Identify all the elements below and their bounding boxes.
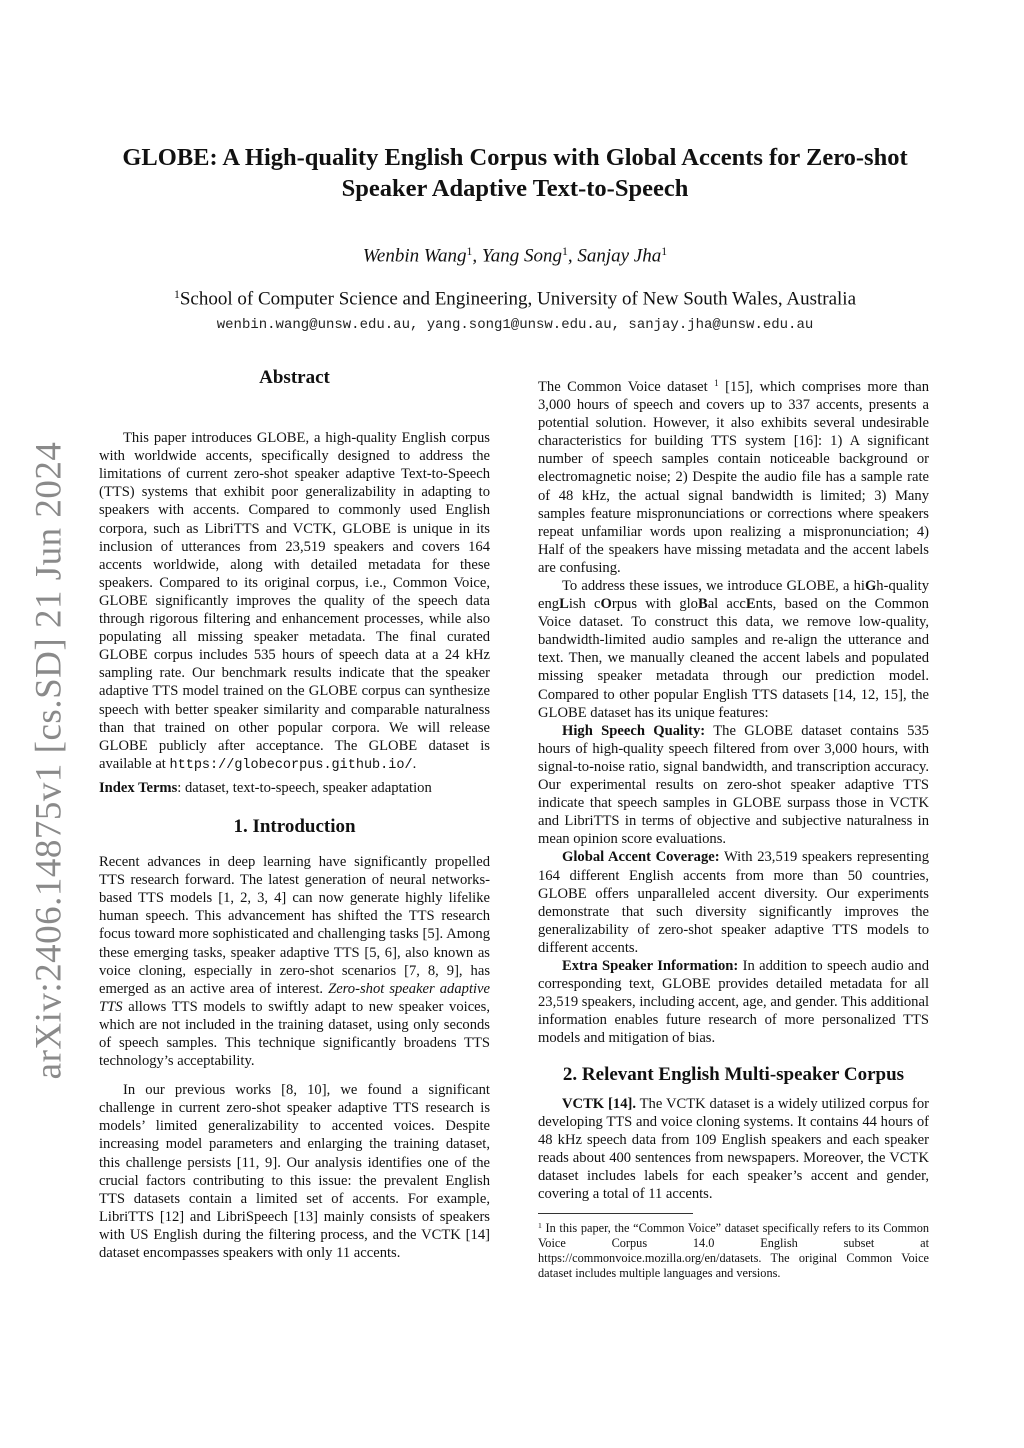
footnote: [538, 1218, 929, 1281]
cv-text-b: [15], which comprises more than 3,000 hours of speech and covers up to 337 accents, presents a potential solution. However, it also exhibits several undesirable characteristics for building TTS system [16]: 1) A significant number of speech samples contain noticeable background or electromagnetic noise; 2) Despite the audio file has a sample rate of 48 kHz, the actual signal bandwidth is limited; 3) Many samples feature mispronunciations or corrections where speakers repeat unfamiliar words upon realizing a mispronunciation; 4) Half of the speakers have missing metadata and the accent labels are confusing.: [538, 378, 929, 576]
paper-title: [100, 142, 930, 204]
feature-label: Global Accent Coverage:: [562, 849, 720, 866]
footnote-marker: 1: [714, 378, 719, 388]
feature-accent-coverage: [538, 848, 929, 957]
abstract-url-period: .: [412, 755, 417, 772]
intro-p1-text-a: Recent advances in deep learning have significantly propelled TTS research forward. The latest generation of neural networks-based TTS models [1, 2, 3, 4] can now generate highly lifelike human speech. This advancement has shifted the TTS research focus toward more sophisticated and challenging tasks [5]. Among these emerging tasks, speaker adaptive TTS [5, 6], also known as voice cloning, especially in zero-shot scenarios [7, 8, 9], has emerged as an active area of interest.: [99, 854, 490, 997]
intro-paragraph-1: [99, 853, 490, 1070]
abstract-text: This paper introduces GLOBE, a high-quality English corpus with worldwide accents, specifically designed to address the limitations of current zero-shot speaker adaptive Text-to-Speech (TTS) systems that exhibit poor generalizability in adapting to speakers with accents. Compared to commonly used English corpora, such as LibriTTS and VCTK, GLOBE is unique in its inclusion of utterances from 23,519 speakers and covers 164 accents worldwide, along with detailed metadata for these speakers. Compared to its original corpus, i.e., Common Voice, GLOBE significantly improves the quality of the speech data through rigorous filtering and enhancement processes, while also populating all missing speaker metadata. The final curated GLOBE corpus includes 535 hours of speech data at a 24 kHz sampling rate. Our benchmark results indicate that the speaker adaptive TTS model trained on the GLOBE corpus can synthesize speech with better speaker similarity and comparable naturalness than that trained on other popular corpora. We will release GLOBE publicly after acceptance. The GLOBE dataset is available at: [99, 430, 490, 772]
feature-speaker-information: [538, 957, 929, 1047]
author-separator: ,: [567, 245, 578, 267]
acronym-part: hi: [849, 578, 865, 594]
feature-text: The GLOBE dataset contains 535 hours of high-quality speech filtered from over 3,000 hours, with signal-to-noise ratio, signal bandwidth, and transcription accuracy. Our experimental results on zero-shot speaker adaptive TTS indicate that speech samples in GLOBE surpass those in VCTK and LibriTTS in terms of objective and subjective naturalness in mean opinion score evaluations.: [538, 722, 929, 848]
acronym-letter: L: [559, 596, 569, 613]
acronym-letter: O: [600, 596, 612, 613]
author-affiliation-mark: 1: [661, 245, 668, 258]
project-url[interactable]: https://globecorpus.github.io/: [169, 757, 413, 773]
footnote-number: 1: [538, 1221, 542, 1231]
author-affiliation-mark: 1: [561, 245, 568, 258]
author-emails: wenbin.wang@unsw.edu.au, yang.song1@unsw.edu.au, sanjay.jha@unsw.edu.au: [216, 317, 814, 333]
cv-text-a: The Common Voice dataset: [538, 378, 708, 395]
title-line-1: GLOBE: A High-quality English Corpus with Global Accents for Zero-shot: [122, 144, 908, 171]
acronym-part: nts: [755, 596, 773, 613]
author-name: Wenbin Wang: [362, 245, 467, 267]
feature-speech-quality: [538, 722, 929, 849]
acronym-part: al acc: [707, 596, 746, 613]
index-terms-text: : dataset, text-to-speech, speaker adaptation: [177, 779, 432, 796]
acronym-part: ish c: [568, 596, 601, 613]
author-list: [100, 245, 930, 267]
index-terms: [99, 779, 490, 797]
acronym-part: rpus with glo: [611, 596, 698, 613]
affiliation: [100, 288, 930, 310]
vctk-label: VCTK [14].: [562, 1095, 637, 1112]
acronym-letter: B: [697, 596, 708, 613]
left-column: [99, 369, 490, 1262]
introduction-heading: 1. Introduction: [233, 815, 356, 837]
arxiv-identifier-stamp: [16, 441, 82, 1079]
footnote-rule: [538, 1213, 693, 1214]
arxiv-stamp-text: arXiv:2406.14875v1 [cs.SD] 21 Jun 2024: [28, 441, 70, 1079]
right-column: [538, 374, 929, 1281]
common-voice-paragraph: [538, 374, 929, 577]
feature-text: With 23,519 speakers representing 164 different English accents from more than 50 countries, GLOBE offers unparalleled accent diversity. Our experiments demonstrate that such diversity significantly improves the generalizability of zero-shot speaker adaptive TTS models to different accents.: [538, 849, 929, 956]
vctk-paragraph: [538, 1095, 929, 1204]
feature-label: Extra Speaker Information:: [562, 957, 739, 974]
globe-intro-rest: , based on the Common Voice dataset. To construct this data, we remove low-quality, bandwidth-limited audio samples and re-align the utterance and text. Then, we manually cleaned the accent labels and populated missing speaker metadata through our prediction model. Compared to other popular English TTS datasets [14, 12, 15], the GLOBE dataset has its unique features:: [538, 596, 929, 721]
globe-intro-text: To address these issues, we introduce GLOBE, a: [562, 578, 850, 594]
author-affiliation-mark: 1: [466, 245, 473, 258]
intro-p1-text-b: allows TTS models to swiftly adapt to new speaker voices, which are not included in the training dataset, using only seconds of speech samples. This technique significantly broadens TTS technology’s acceptability.: [99, 998, 490, 1070]
affiliation-mark: 1: [173, 288, 180, 301]
intro-paragraph-2: In our previous works [8, 10], we found a significant challenge in current zero-shot speaker adaptive TTS research is models’ limited generalizability to accented voices. Despite increasing model parameters and enlarging the training dataset, this challenge persists [11, 9]. Our analysis identifies one of the crucial factors contributing to this issue: the prevalent English TTS datasets contain a limited set of accents. For example, LibriTTS [12] and LibriSpeech [13] mainly consists of speakers with US English during the filtering process, and the VCTK [14] dataset encompasses speakers with only 11 accents.: [99, 1082, 490, 1262]
acronym-part: h-quality eng: [538, 578, 929, 613]
author-name: Sanjay Jha: [577, 245, 662, 267]
globe-intro-paragraph: [538, 577, 929, 722]
index-terms-label: Index Terms: [99, 779, 178, 796]
footnote-text: In this paper, the “Common Voice” dataset specifically refers to its Common Voice Corpus 14.0 English subset at https://commonvoice.mozilla.org/en/datasets. The original Common Voice dataset includes multiple languages and versions.: [538, 1221, 929, 1281]
feature-label: High Speech Quality:: [562, 722, 706, 739]
acronym-letter: E: [745, 596, 756, 613]
affiliation-text: School of Computer Science and Engineering, University of New South Wales, Australia: [179, 288, 857, 310]
title-line-2: Speaker Adaptive Text-to-Speech: [341, 175, 689, 202]
section-2-heading: 2. Relevant English Multi-speaker Corpus: [562, 1064, 905, 1086]
abstract-paragraph: [99, 429, 490, 775]
vctk-text: The VCTK dataset is a widely utilized corpus for developing TTS and voice cloning systems. It contains 44 hours of 48 kHz speech data from 109 English speakers and each speaker reads about 400 sentences from newspapers. Moreover, the VCTK dataset includes labels for each speaker’s accent and gender, covering a total of 11 accents.: [538, 1095, 929, 1202]
author-separator: ,: [472, 245, 482, 267]
author-name: Yang Song: [481, 245, 562, 267]
intro-p1-emphasis: Zero-shot speaker adaptive TTS: [99, 980, 491, 1015]
abstract-heading: Abstract: [259, 367, 330, 388]
acronym-letter: G: [864, 578, 877, 594]
feature-text: In addition to speech audio and corresponding text, GLOBE provides detailed metadata for all 23,519 speakers, including accent, age, and gender. This additional information enables future research of more personalized TTS models and mitigation of bias.: [538, 957, 929, 1047]
